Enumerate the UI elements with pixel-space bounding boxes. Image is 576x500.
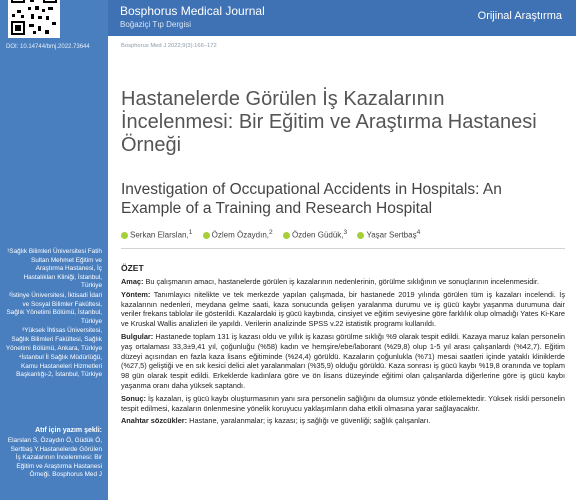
section-label: Bulgular: — [121, 331, 154, 341]
abstract-section-results — [121, 332, 565, 391]
citation-meta: Bosphorus Med J 2022;9(3):166–172 — [121, 43, 217, 49]
section-text: Hastanede toplam 131 iş kazası oldu ve yıllık iş kazası görülme sıklığı %9 olarak tespit edildi. Kazaya maruz kalan personelin yaş ortalaması 33,3±9,41 yıl, çoğunluğu (%58) kadın ve hemşire/ebe/laborant (%29,8) olup 1-5 yıl arası çalışanlardı (%42,7). Eğitim düzeyi açısından en fazla kaza lisans eğitiminde (%24,4) görüldü. Kazaların çoğunlukla (%71) mesai saatleri içinde yataklı kliniklerde (%27,5) geliştiği ve en sık kesici delici alet yaralanmaları (%35,9) olduğu görüldü. Kaza sonrası iş gücü kaybı %19,8 oranında ve toplam 98 gün olarak tespit edildi. Erkeklerde kadınlara göre ve ön lisans düzeyinde eğitimi olan çalışanlarda diğerlerine göre iş gücü kaybı yaşanma oranı daha yüksek saptandı. — [121, 331, 566, 390]
citation-heading: Atıf için yazım şekli: — [35, 427, 102, 434]
journal-name: Bosphorus Medical Journal — [120, 4, 265, 18]
orcid-icon[interactable] — [357, 232, 364, 239]
section-label: Anahtar sözcükler: — [121, 416, 188, 426]
affiliations — [4, 248, 102, 381]
author-name: Yaşar Sertbaş — [366, 230, 417, 240]
author-affiliation-number: 1 — [188, 229, 193, 236]
article-type: Orijinal Araştırma — [477, 10, 562, 22]
abstract-section-keywords — [121, 416, 565, 426]
section-label: Amaç: — [121, 277, 144, 286]
section-text: Tanımlayıcı nitelikte ve tek merkezde yapılan çalışmada, bir hastanede 2019 yılında görülen tüm iş kazaları incelendi. İş kazalarının nedenleri, meydana gelme saati, kaza sonucunda gelişen yaralanma durumu ve iş gücü kaybı yaşanma durumuna dair veriler frekans tablolar ile gösterildi. Kazalardaki iş gücü kaybında, cinsiyet ve eğitim seviyesine göre farklılık olup olmadığı Yates Ki-Kare ve Kruskal Wallis analizleri ile yapıldı. Verilerin analizinde SPSS v.22 istatistik programı kullanıldı. — [121, 289, 565, 329]
author-name: Serkan Elarslan, — [130, 230, 189, 240]
doi[interactable]: DOI: 10.14744/bmj.2022.73644 — [6, 44, 90, 50]
author-affiliation-number: 4 — [416, 229, 421, 236]
orcid-icon[interactable] — [203, 232, 210, 239]
orcid-icon[interactable] — [121, 232, 128, 239]
affiliation-4: ⁴İstanbul İl Sağlık Müdürlüğü, Kamu Hastaneleri Hizmetleri Başkanlığı-2, İstanbul, Türkiye — [16, 354, 102, 379]
author-list — [121, 229, 420, 240]
affiliation-2: ²İstinye Üniversitesi, İktisadi İdari ve Sosyal Bilimler Fakültesi, Sağlık Yönetimi Bölümü, İstanbul, Türkiye — [6, 291, 102, 325]
abstract-section-conclusion — [121, 394, 565, 414]
section-label: Sonuç: — [121, 393, 146, 403]
author-name: Özden Güdük, — [291, 230, 344, 240]
orcid-icon[interactable] — [283, 232, 290, 239]
citation-text: Elarslan S, Özaydın Ö, Güdük Ö, Sertbaş Y.Hastanelerde Görülen İş Kazalarının İncelenmesi: Bir Eğitim ve Araştırma Hastanesi Örneği. Bosphorus Med J — [7, 437, 102, 479]
journal-subtitle: Boğaziçi Tıp Dergisi — [120, 20, 191, 29]
abstract-section-aim — [121, 277, 565, 287]
abstract-heading: ÖZET — [121, 263, 144, 273]
section-label: Yöntem: — [121, 289, 151, 299]
abstract-section-method — [121, 290, 565, 329]
journal-header — [108, 0, 576, 36]
divider — [121, 248, 565, 249]
section-text: Bu çalışmanın amacı, hastanelerde görülen iş kazalarının nedenlerinin, görülme sıklığının ve sonuçlarının incelenmesidir. — [145, 277, 540, 286]
sidebar — [0, 0, 108, 500]
author-affiliation-number: 3 — [343, 229, 348, 236]
abstract-body — [121, 277, 565, 429]
title-turkish: Hastanelerde Görülen İş Kazalarının İncelenmesi: Bir Eğitim ve Araştırma Hastanesi Örneği — [121, 88, 537, 156]
section-text: İş kazaları, iş gücü kaybı oluşturmasının yanı sıra personelin sağlığını da olumsuz yönde etkilemektedir. Yüksek riskli personelin tespit edilmesi, kazaların önlenmesine yönelik koruyucu yaklaşımların daha etkili olmasına yarar sağlayacaktır. — [121, 393, 565, 413]
qr-code[interactable] — [8, 0, 60, 38]
section-text: Hastane, yaralanmalar; iş kazası; iş sağlığı ve güvenliği; sağlık çalışanları. — [189, 416, 431, 426]
author-name: Özlem Özaydın, — [211, 230, 269, 240]
affiliation-3: ³Yüksek İhtisas Üniversitesi, Sağlık Bilimleri Fakültesi, Sağlık Yönetimi Bölümü, Ankara, Türkiye — [5, 327, 102, 352]
author-affiliation-number: 2 — [269, 229, 273, 236]
title-english: Investigation of Occupational Accidents in Hospitals: An Example of a Training and Research Hospital — [121, 181, 502, 217]
affiliation-1: ¹Sağlık Bilimleri Üniversitesi Fatih Sultan Mehmet Eğitim ve Araştırma Hastanesi, İç Hastalıkları Kliniği, İstanbul, Türkiye — [7, 248, 102, 290]
